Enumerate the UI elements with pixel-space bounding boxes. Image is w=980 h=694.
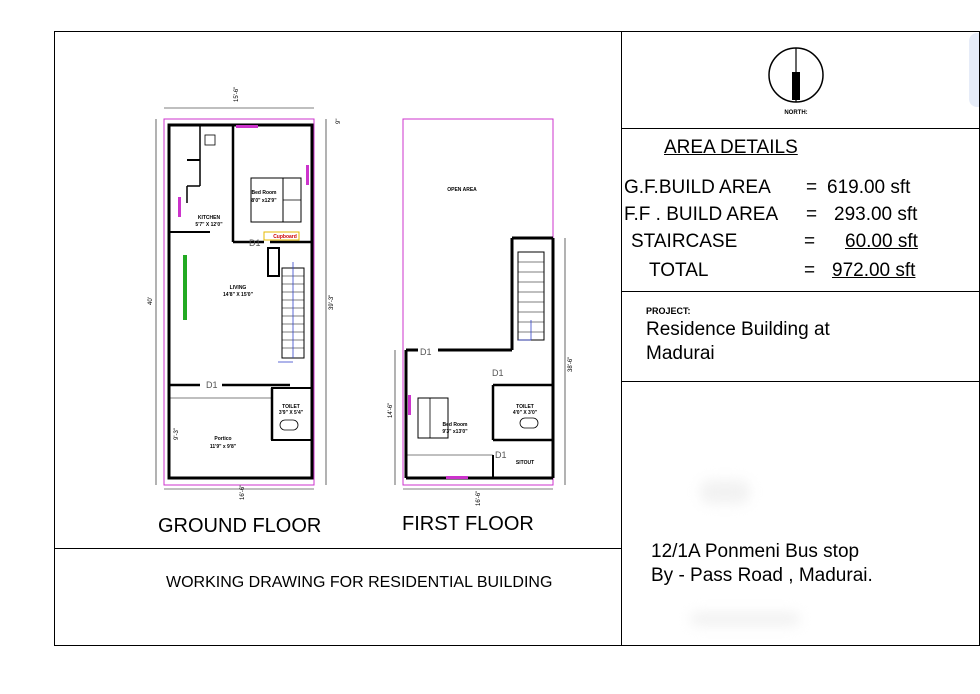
area-details-heading: AREA DETAILS <box>664 137 798 158</box>
north-arrow-icon <box>769 48 823 102</box>
gf-top-right-dim: 9" <box>336 118 342 124</box>
footer-title: WORKING DRAWING FOR RESIDENTIAL BUILDING <box>166 574 553 591</box>
ff-door-d1-c: D1 <box>495 450 507 460</box>
address-line2: By - Pass Road , Madurai. <box>651 565 873 586</box>
gf-living-label: LIVING <box>229 285 247 291</box>
gf-top-dim: 15'-6" <box>234 86 240 102</box>
gf-bedroom-label: Bed Room <box>251 190 277 196</box>
address-line1: 12/1A Ponmeni Bus stop <box>651 541 860 562</box>
blurred-mark <box>700 480 750 504</box>
ff-toilet-size: 4'0" X 3'0" <box>512 410 538 416</box>
area-label-gf: G.F.BUILD AREA <box>624 177 771 198</box>
area-label-stair: STAIRCASE <box>631 231 738 252</box>
gf-living-size: 14'8" X 15'0" <box>223 292 253 298</box>
ground-floor-plan <box>164 119 314 485</box>
ff-toilet-label: TOILET <box>516 404 534 410</box>
ground-floor-title: GROUND FLOOR <box>158 515 322 537</box>
area-value-gf: 619.00 sft <box>827 177 911 198</box>
ff-door-d1-a: D1 <box>420 347 432 357</box>
gf-door-d1-b: D1 <box>206 380 218 390</box>
first-floor-plan <box>403 119 553 485</box>
area-value-stair: 60.00 sft <box>845 231 918 252</box>
gf-toilet-size: 3'9" X 5'4" <box>278 410 304 416</box>
area-eq-total: = <box>804 260 816 281</box>
ff-sitout-label: SITOUT <box>515 460 535 466</box>
gf-bottom-dim: 16'-6" <box>240 484 246 500</box>
ff-open-area-label: OPEN AREA <box>447 187 477 193</box>
gf-portico-label: Portico <box>214 436 232 442</box>
area-label-ff: F.F . BUILD AREA <box>624 204 779 225</box>
gf-door-d1-a: D1 <box>249 238 261 248</box>
area-value-ff: 293.00 sft <box>834 204 918 225</box>
ff-bottom-dim: 16'-6" <box>476 490 482 506</box>
gf-toilet-label: TOILET <box>282 404 300 410</box>
area-eq-gf: = <box>806 177 818 198</box>
gf-left-low-dim: 9'-3" <box>174 428 180 440</box>
ff-bedroom-size: 9'3" x13'0" <box>442 429 468 435</box>
project-label: PROJECT: <box>646 306 691 316</box>
project-line2: Madurai <box>646 343 715 364</box>
north-label: NORTH: <box>784 110 808 116</box>
first-floor-title: FIRST FLOOR <box>402 513 534 535</box>
gf-kitchen-size: 5'7" X 12'0" <box>195 222 223 228</box>
area-eq-ff: = <box>806 204 818 225</box>
ff-door-d1-b: D1 <box>492 368 504 378</box>
gf-bedroom-size: 8'0" x12'9" <box>251 198 277 204</box>
area-label-total: TOTAL <box>649 260 709 281</box>
project-line1: Residence Building at <box>646 319 830 340</box>
ff-right-dim: 38'-6" <box>568 356 574 372</box>
area-value-total: 972.00 sft <box>832 260 916 281</box>
gf-right-dim: 39'-3" <box>329 294 335 310</box>
gf-kitchen-label: KITCHEN <box>197 215 221 221</box>
gf-cupboard-label: Cupboard <box>273 234 297 240</box>
ff-bedroom-label: Bed Room <box>442 422 468 428</box>
gf-left-dim: 40' <box>148 297 154 305</box>
blurred-mark-2 <box>690 612 800 626</box>
ground-floor-dimensions <box>156 108 326 489</box>
ff-left-dim: 14'-6" <box>388 402 394 418</box>
area-eq-stair: = <box>804 231 816 252</box>
gf-portico-size: 11'9" x 9'8" <box>209 444 237 450</box>
